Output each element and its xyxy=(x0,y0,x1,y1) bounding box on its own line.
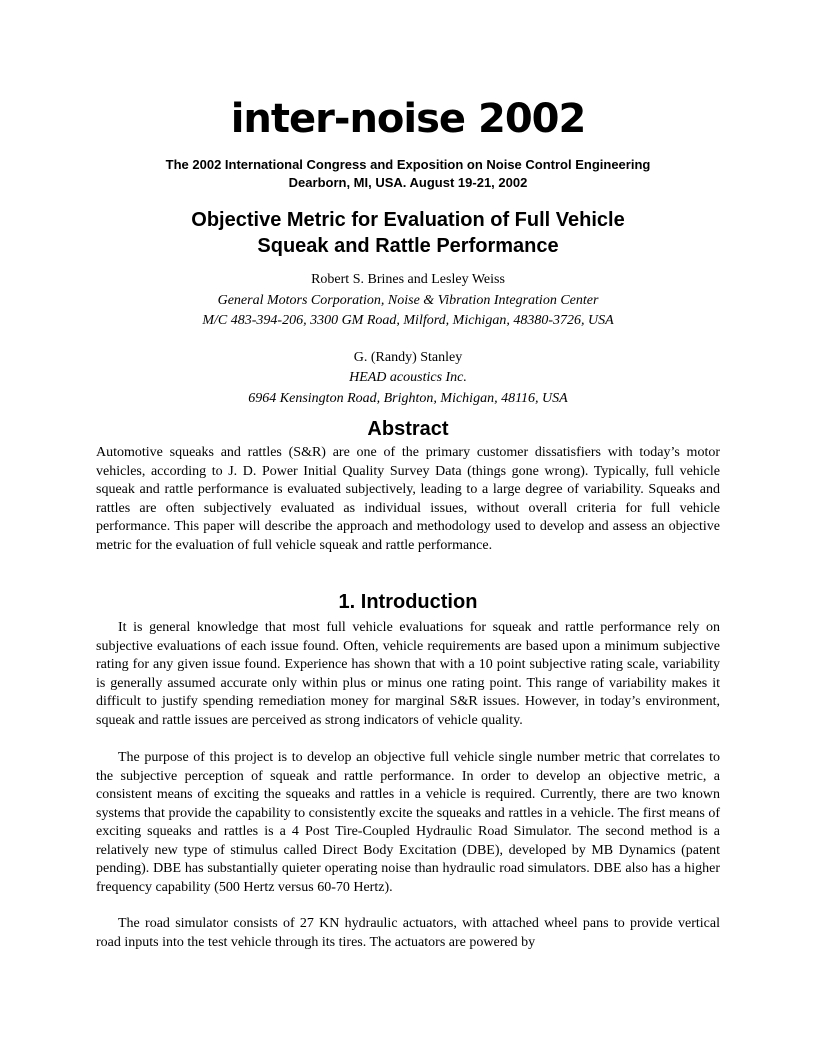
author-affiliation-2: HEAD acoustics Inc. xyxy=(349,370,467,385)
paper-title xyxy=(0,207,816,259)
conference-logo: inter-noise 2002 xyxy=(230,96,586,142)
paper-title-line1: Objective Metric for Evaluation of Full Vehicle xyxy=(191,209,625,231)
author-spacer xyxy=(0,332,816,348)
author-address-2: 6964 Kensington Road, Brighton, Michigan, 48116, USA xyxy=(248,390,568,406)
conference-location-date: Dearborn, MI, USA. August 19-21, 2002 xyxy=(288,175,528,190)
author-names-1: Robert S. Brines and Lesley Weiss xyxy=(311,272,505,287)
author-affiliation-1: General Motors Corporation, Noise & Vibration Integration Center xyxy=(217,292,599,308)
author-names-2: G. (Randy) Stanley xyxy=(353,349,463,365)
introduction-paragraph-3: The road simulator consists of 27 KN hydraulic actuators, with attached wheel pans to provide vertical road inputs into the test vehicle through its tires. The actuators are powered by xyxy=(96,916,720,950)
author-block xyxy=(0,270,816,409)
conference-info xyxy=(0,156,816,192)
abstract-heading: Abstract xyxy=(367,418,449,440)
paper-title-line2: Squeak and Rattle Performance xyxy=(257,235,559,257)
author-address-1: M/C 483-394-206, 3300 GM Road, Milford, Michigan, 48380-3726, USA xyxy=(202,313,614,328)
introduction-paragraph-1: It is general knowledge that most full vehicle evaluations for squeak and rattle performance rely on subjective evaluations of each issue found. Often, vehicle requirements are based upon a minimum subjective rating for any given issue found. Experience has shown that with a 10 point subjective rating scale, variability is generally assumed accurate only within plus or minus one rating point. This range of variability makes it difficult to justify spending remediation money for marginal S&R issues. However, in today’s environment, squeak and rattle issues are perceived as strong indicators of vehicle quality. xyxy=(96,620,720,728)
abstract-text: Automotive squeaks and rattles (S&R) are one of the primary customer dissatisfiers with today’s motor vehicles, according to J. D. Power Initial Quality Survey Data (things gone wrong). Typically, full vehicle squeak and rattle performance is evaluated subjectively, leading to a large degree of variability. Squeaks and rattles are often subjectively evaluated as individual issues, without overall criteria for full vehicle performance. This paper will describe the approach and methodology used to develop and assess an objective metric for the evaluation of full vehicle squeak and rattle performance. xyxy=(96,445,720,553)
introduction-heading: 1. Introduction xyxy=(338,591,478,613)
conference-name: The 2002 International Congress and Exposition on Noise Control Engineering xyxy=(165,157,651,172)
introduction-paragraph-2: The purpose of this project is to develop an objective full vehicle single number metric that correlates to the subjective perception of squeak and rattle performance. In order to develop an objective metric, a consistent means of exciting the squeaks and rattles in a vehicle is required. Currently, there are two known systems that provide the capability to consistently excite the squeaks and rattles in a vehicle. The first means of exciting squeaks and rattles is a 4 Post Tire-Coupled Hydraulic Road Simulator. The second method is a relatively new type of stimulus called Direct Body Excitation (DBE), developed by MB Dynamics (patent pending). DBE has substantially quieter operating noise than hydraulic road simulators. DBE also has a higher frequency capability (500 Hertz versus 60-70 Hertz). xyxy=(96,750,720,895)
